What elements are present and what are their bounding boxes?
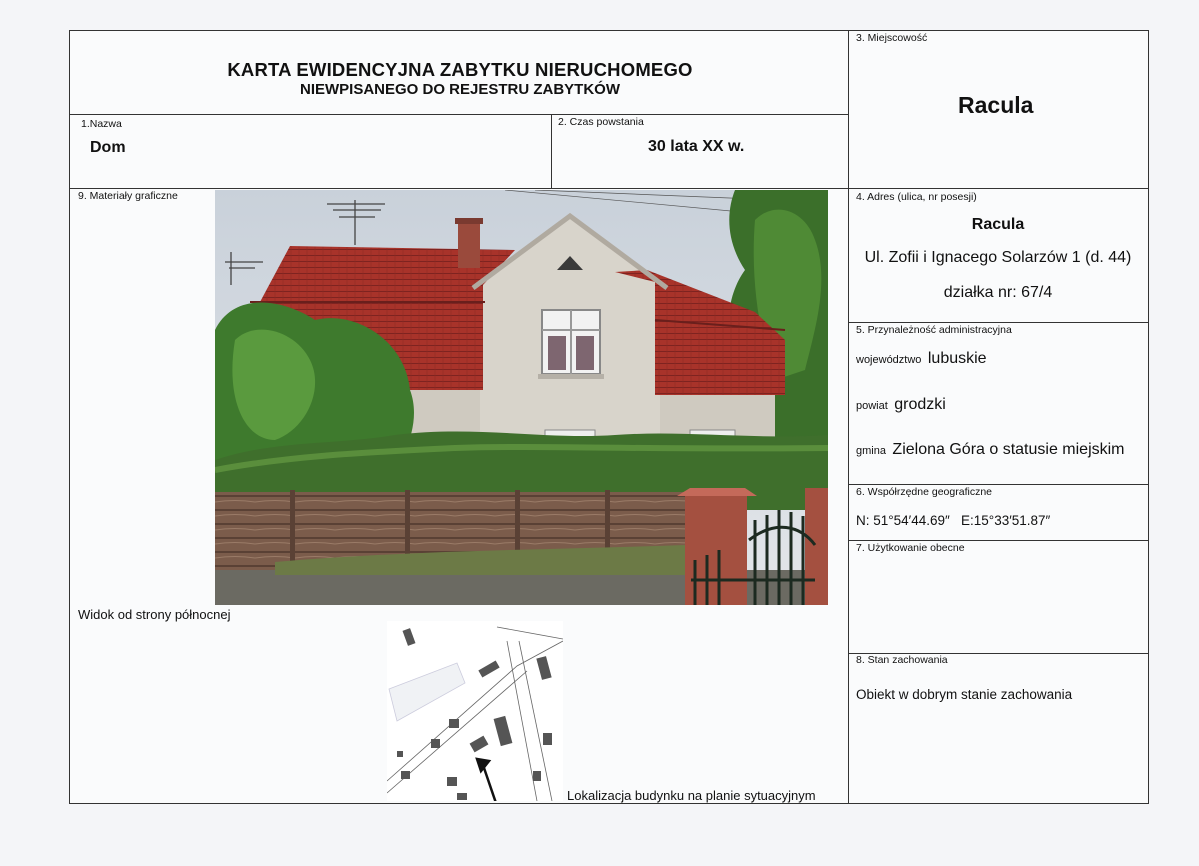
field-address-label: 4. Adres (ulica, nr posesji) — [856, 191, 977, 203]
site-plan-map — [387, 621, 563, 801]
field-locality-value: Racula — [958, 92, 1034, 118]
column-divider — [848, 31, 849, 803]
photo-caption: Widok od strony północnej — [78, 607, 231, 622]
voivodeship-row — [856, 350, 987, 368]
county-row — [856, 396, 946, 414]
field-coordinates-label: 6. Współrzędne geograficzne — [856, 486, 992, 498]
field-current-use-label: 7. Użytkowanie obecne — [856, 542, 965, 554]
divider — [70, 114, 848, 115]
commune-label: gmina — [856, 445, 886, 457]
field-condition-value: Obiekt w dobrym stanie zachowania — [856, 687, 1073, 702]
field-coordinates-value: N: 51°54′44.69″ E:15°33′51.87″ — [856, 513, 1051, 528]
field-condition-label: 8. Stan zachowania — [856, 654, 948, 666]
window-upper — [538, 310, 604, 379]
commune-value: Zielona Góra o statusie miejskim — [892, 441, 1125, 458]
map-caption: Lokalizacja budynku na planie sytuacyjnym — [567, 788, 816, 803]
divider — [848, 484, 1148, 485]
county-value: grodzki — [894, 396, 946, 413]
card-subtitle: NIEWPISANEGO DO REJESTRU ZABYTKÓW — [299, 81, 621, 98]
divider — [848, 322, 1148, 323]
divider — [70, 188, 1148, 189]
divider — [848, 540, 1148, 541]
house-photo — [215, 190, 828, 605]
field-admin-label: 5. Przynależność administracyjna — [856, 324, 1012, 336]
field-address-line3: działka nr: 67/4 — [943, 284, 1053, 301]
field-date-label: 2. Czas powstania — [558, 116, 644, 128]
field-graphics-label: 9. Materiały graficzne — [78, 190, 178, 202]
field-name-value: Dom — [90, 139, 126, 156]
chimney — [458, 220, 480, 268]
field-locality-label: 3. Miejscowość — [856, 32, 928, 44]
record-card — [69, 30, 1149, 804]
divider — [551, 114, 552, 188]
card-title: KARTA EWIDENCYJNA ZABYTKU NIERUCHOMEGO — [227, 59, 693, 80]
voivodeship-value: lubuskie — [927, 350, 987, 367]
commune-row — [856, 441, 1125, 459]
field-address-line2: Ul. Zofii i Ignacego Solarzów 1 (d. 44) — [864, 249, 1132, 266]
field-name-label: 1.Nazwa — [81, 118, 122, 130]
voivodeship-label: województwo — [856, 354, 922, 366]
field-address-line1: Racula — [971, 216, 1025, 233]
field-date-value: 30 lata XX w. — [648, 138, 745, 155]
county-label: powiat — [856, 400, 888, 412]
